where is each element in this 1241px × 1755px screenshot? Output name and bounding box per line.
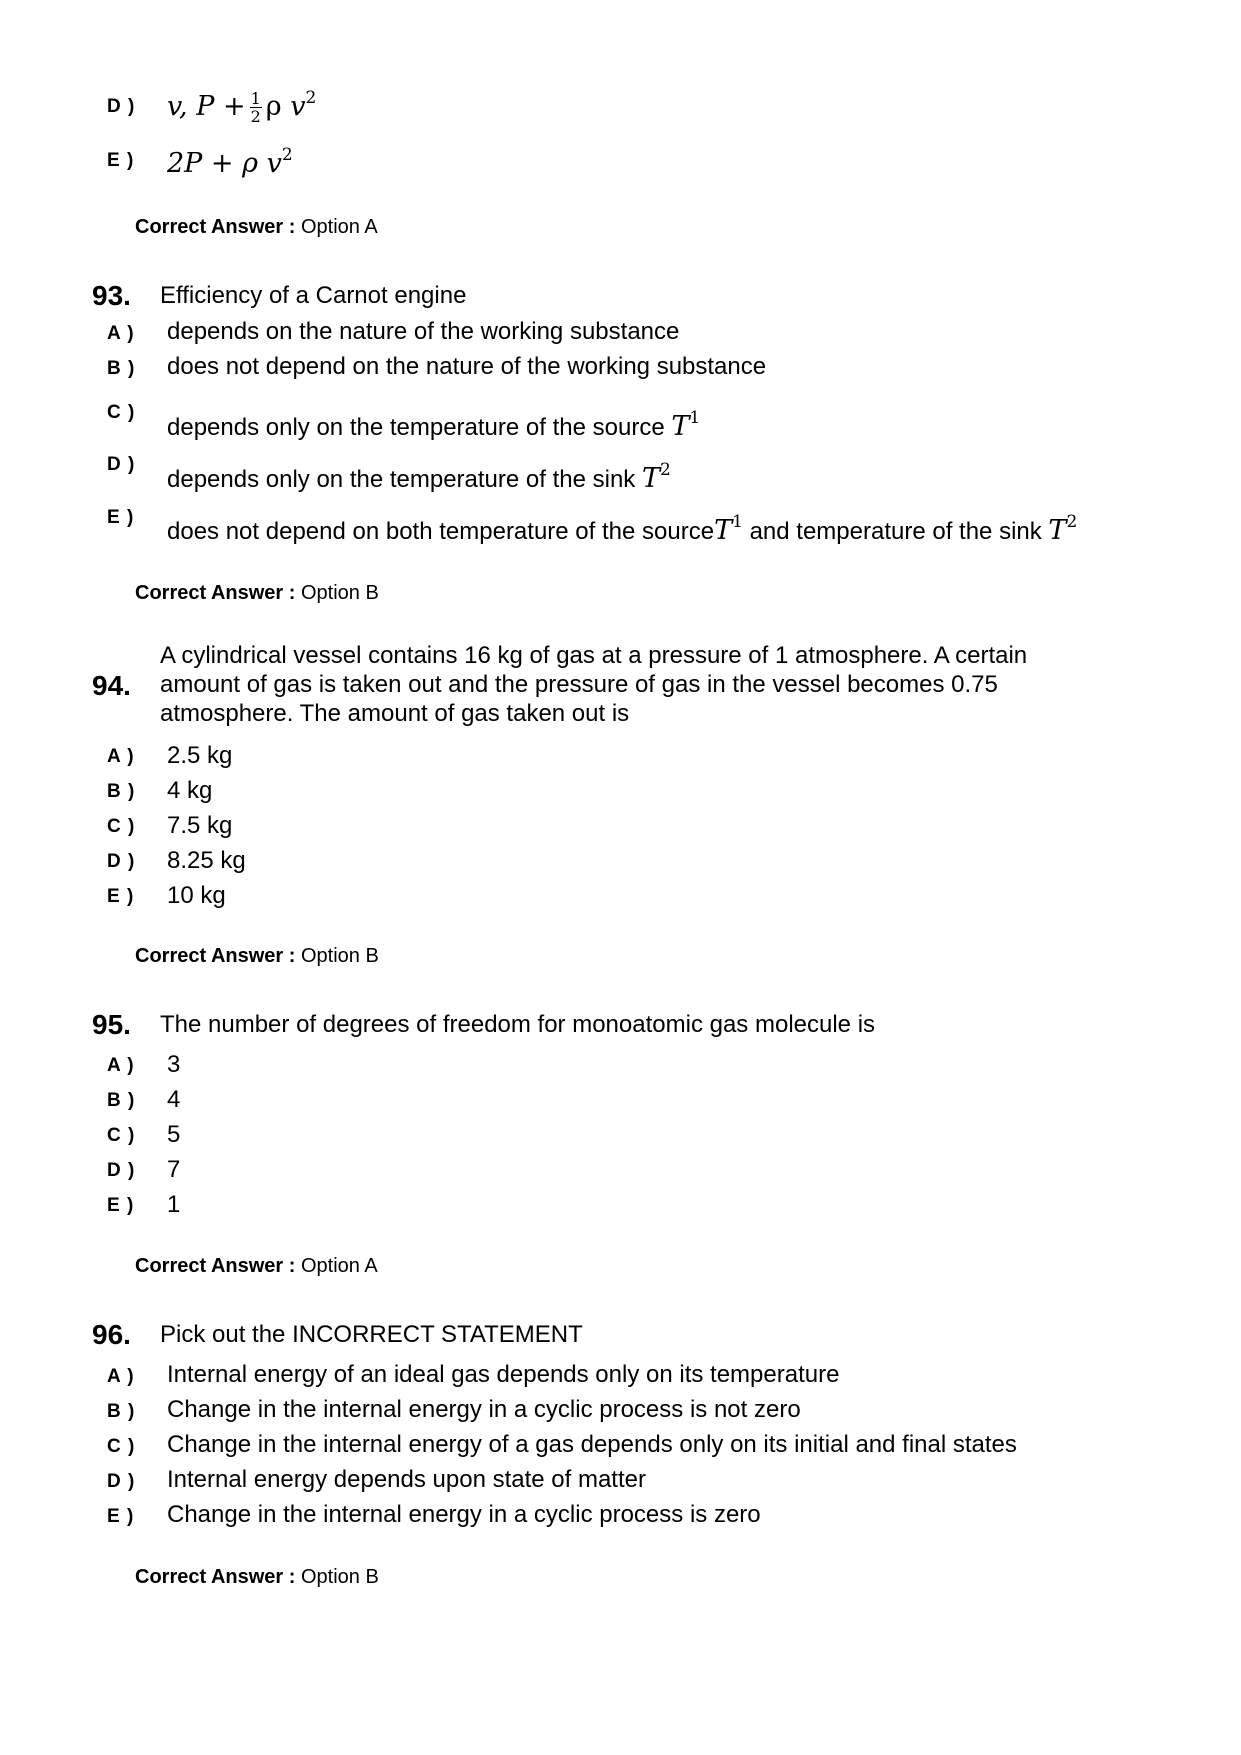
correct-answer-label: Correct Answer : — [135, 1255, 296, 1277]
option-letter: D ) — [107, 851, 136, 872]
question-number: 95. — [92, 1009, 131, 1040]
superscript: 1 — [689, 408, 701, 428]
question-line: A cylindrical vessel contains 16 kg of gas at a pressure of 1 atmosphere. A certain — [160, 642, 1028, 669]
option-text: Change in the internal energy in a cyclic process is not zero — [167, 1396, 801, 1423]
option-d-formula — [167, 83, 316, 125]
option-letter: B ) — [107, 781, 136, 802]
option-letter: C ) — [107, 1125, 136, 1146]
option-text: 7 — [167, 1156, 181, 1183]
correct-answer — [135, 1565, 379, 1589]
option-text: 10 kg — [167, 882, 226, 909]
fraction-denominator: 2 — [250, 107, 261, 126]
option-letter: E ) — [107, 150, 135, 171]
option-letter: B ) — [107, 1090, 136, 1111]
option-text: depends only on the temperature of the source — [167, 414, 665, 441]
velocity-symbol: v — [290, 91, 306, 122]
exponent: 2 — [305, 88, 317, 108]
option-text: Change in the internal energy in a cyclic process is zero — [167, 1501, 761, 1528]
formula-prefix: 2P + ρ — [167, 148, 259, 179]
option-letter: A ) — [107, 746, 135, 767]
option-letter: C ) — [107, 402, 136, 423]
correct-answer-label: Correct Answer : — [135, 945, 296, 967]
option-letter: E ) — [107, 1195, 135, 1216]
temperature-symbol: T — [671, 411, 690, 442]
option-letter: A ) — [107, 1366, 135, 1387]
correct-answer-value: Option B — [300, 582, 379, 604]
option-text: Change in the internal energy of a gas depends only on its initial and final states — [167, 1431, 1017, 1458]
option-text: 7.5 kg — [167, 812, 233, 839]
option-letter: B ) — [107, 1401, 136, 1422]
temperature-symbol: T — [1048, 515, 1067, 546]
option-text: 2.5 kg — [167, 742, 233, 769]
correct-answer-label: Correct Answer : — [135, 582, 296, 604]
option-text: 4 — [167, 1086, 181, 1113]
option-e-formula — [167, 140, 293, 179]
superscript: 1 — [732, 512, 743, 532]
temperature-symbol: T — [714, 515, 733, 546]
question-number: 93. — [92, 280, 131, 311]
correct-answer-value: Option A — [300, 1255, 378, 1277]
option-text: 3 — [167, 1051, 181, 1078]
question-number: 96. — [92, 1319, 131, 1350]
formula-prefix: v, P + — [167, 91, 246, 122]
exponent: 2 — [281, 145, 293, 165]
option-text: 4 kg — [167, 777, 213, 804]
superscript: 2 — [1066, 512, 1078, 532]
question-text: Pick out the INCORRECT STATEMENT — [160, 1321, 583, 1348]
option-letter: C ) — [107, 816, 136, 837]
question-line: atmosphere. The amount of gas taken out is — [160, 700, 630, 727]
correct-answer-value: Option B — [300, 1566, 379, 1588]
fraction-numerator: 1 — [250, 89, 261, 108]
option-text: does not depend on the nature of the working substance — [167, 353, 767, 380]
option-text: 5 — [167, 1121, 181, 1148]
option-text: 8.25 kg — [167, 847, 246, 874]
option-letter: E ) — [107, 1506, 135, 1527]
option-letter: B ) — [107, 358, 136, 379]
option-letter: E ) — [107, 507, 135, 528]
option-text-with-symbol — [167, 403, 700, 443]
option-text: Internal energy of an ideal gas depends only on its temperature — [167, 1361, 840, 1388]
option-letter: E ) — [107, 886, 135, 907]
option-letter: D ) — [107, 454, 136, 475]
correct-answer-label: Correct Answer : — [135, 216, 296, 238]
option-text: depends only on the temperature of the sink — [167, 466, 636, 493]
option-text: and temperature of the sink — [749, 518, 1042, 545]
option-text: does not depend on both temperature of the source — [167, 518, 715, 545]
question-text — [160, 641, 1027, 728]
question-text: The number of degrees of freedom for monoatomic gas molecule is — [160, 1011, 876, 1038]
option-letter: A ) — [107, 1055, 135, 1076]
option-letter: A ) — [107, 323, 135, 344]
option-text-with-symbol — [167, 455, 671, 495]
correct-answer — [135, 215, 378, 239]
option-text-with-symbol — [167, 507, 1077, 547]
option-letter: D ) — [107, 96, 136, 117]
option-letter: C ) — [107, 1436, 136, 1457]
correct-answer — [135, 581, 379, 605]
question-line: amount of gas is taken out and the pressure of gas in the vessel becomes 0.75 — [160, 671, 998, 698]
rho-symbol: ρ — [265, 91, 282, 122]
correct-answer — [135, 1254, 378, 1278]
correct-answer — [135, 944, 379, 968]
question-text: Efficiency of a Carnot engine — [160, 282, 467, 309]
velocity-symbol: v — [266, 148, 282, 179]
option-letter: D ) — [107, 1160, 136, 1181]
option-text: depends on the nature of the working substance — [167, 318, 680, 345]
option-letter: D ) — [107, 1471, 136, 1492]
option-text: Internal energy depends upon state of matter — [167, 1466, 646, 1493]
correct-answer-value: Option A — [300, 216, 378, 238]
temperature-symbol: T — [641, 463, 660, 494]
superscript: 2 — [660, 460, 671, 480]
correct-answer-label: Correct Answer : — [135, 1566, 296, 1588]
fraction — [250, 90, 262, 125]
option-text: 1 — [167, 1191, 181, 1218]
correct-answer-value: Option B — [300, 945, 379, 967]
question-number: 94. — [92, 670, 131, 701]
